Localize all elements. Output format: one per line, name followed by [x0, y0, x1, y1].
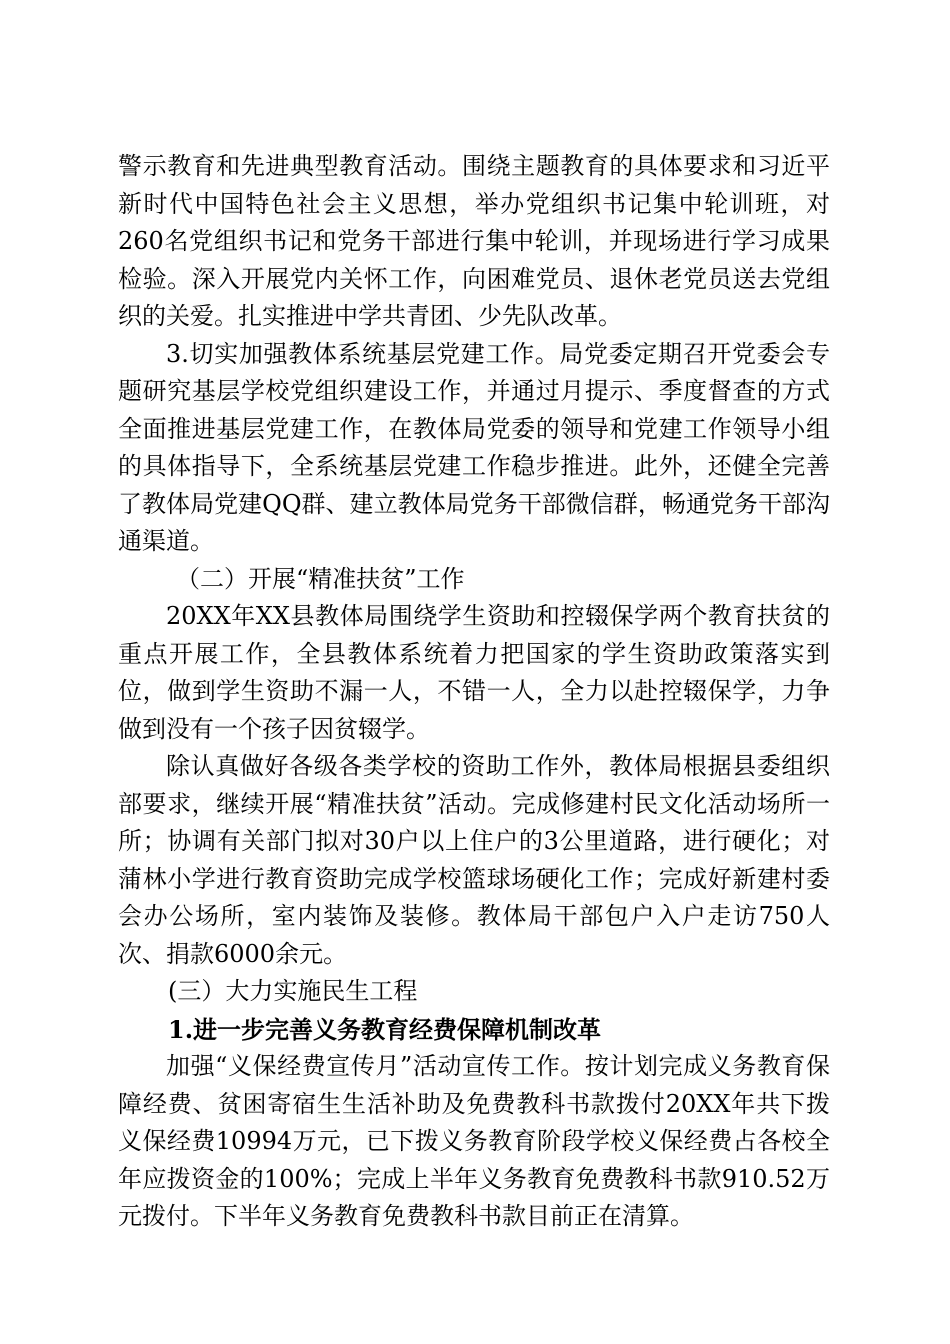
paragraph-funding-details: 加强“义保经费宣传月”活动宣传工作。按计划完成义务教育保障经费、贫困寄宿生生活补助及免费教科书款拨付20XX年共下拨义保经费10994万元，已下拨义务教育阶段学校义保经费占各校全年应拨资金的100%；完成上半年义务教育免费教科书款910.52万元拨付。下半年义务教育免费教科书款目前正在清算。	[118, 1052, 830, 1230]
paragraph-student-aid: 20XX年XX县教体局围绕学生资助和控辍保学两个教育扶贫的重点开展工作，全县教体系统着力把国家的学生资助政策落实到位，做到学生资助不漏一人，不错一人，全力以赴控辍保学，力争做到没有一个孩子因贫辍学。	[118, 602, 830, 743]
paragraph-precision-poverty: 除认真做好各级各类学校的资助工作外，教体局根据县委组织部要求，继续开展“精准扶贫”活动。完成修建村民文化活动场所一所；协调有关部门拟对30户以上住户的3公里道路，进行硬化；对蒲林小学进行教育资助完成学校篮球场硬化工作；完成好新建村委会办公场所，室内装饰及装修。教体局干部包户入户走访750人次、捐款6000余元。	[118, 752, 830, 968]
document-page	[118, 148, 830, 1236]
paragraph-party-education: 警示教育和先进典型教育活动。围绕主题教育的具体要求和习近平新时代中国特色社会主义思想，举办党组织书记集中轮训班，对260名党组织书记和党务干部进行集中轮训，并现场进行学习成果检验。深入开展党内关怀工作，向困难党员、退休老党员送去党组织的关爱。扎实推进中学共青团、少先队改革。	[118, 152, 830, 330]
paragraph-party-building: 3.切实加强教体系统基层党建工作。局党委定期召开党委会专题研究基层学校党组织建设工作，并通过月提示、季度督查的方式全面推进基层党建工作，在教体局党委的领导和党建工作领导小组的具体指导下，全系统基层党建工作稳步推进。此外，还健全完善了教体局党建QQ群、建立教体局党务干部微信群，畅通党务干部沟通渠道。	[118, 339, 830, 555]
section-heading-livelihood: (三）大力实施民生工程	[168, 977, 418, 1005]
section-heading-poverty-alleviation: （二）开展“精准扶贫”工作	[176, 564, 465, 593]
subsection-heading-funding-reform: 1.进一步完善义务教育经费保障机制改革	[168, 1014, 602, 1044]
